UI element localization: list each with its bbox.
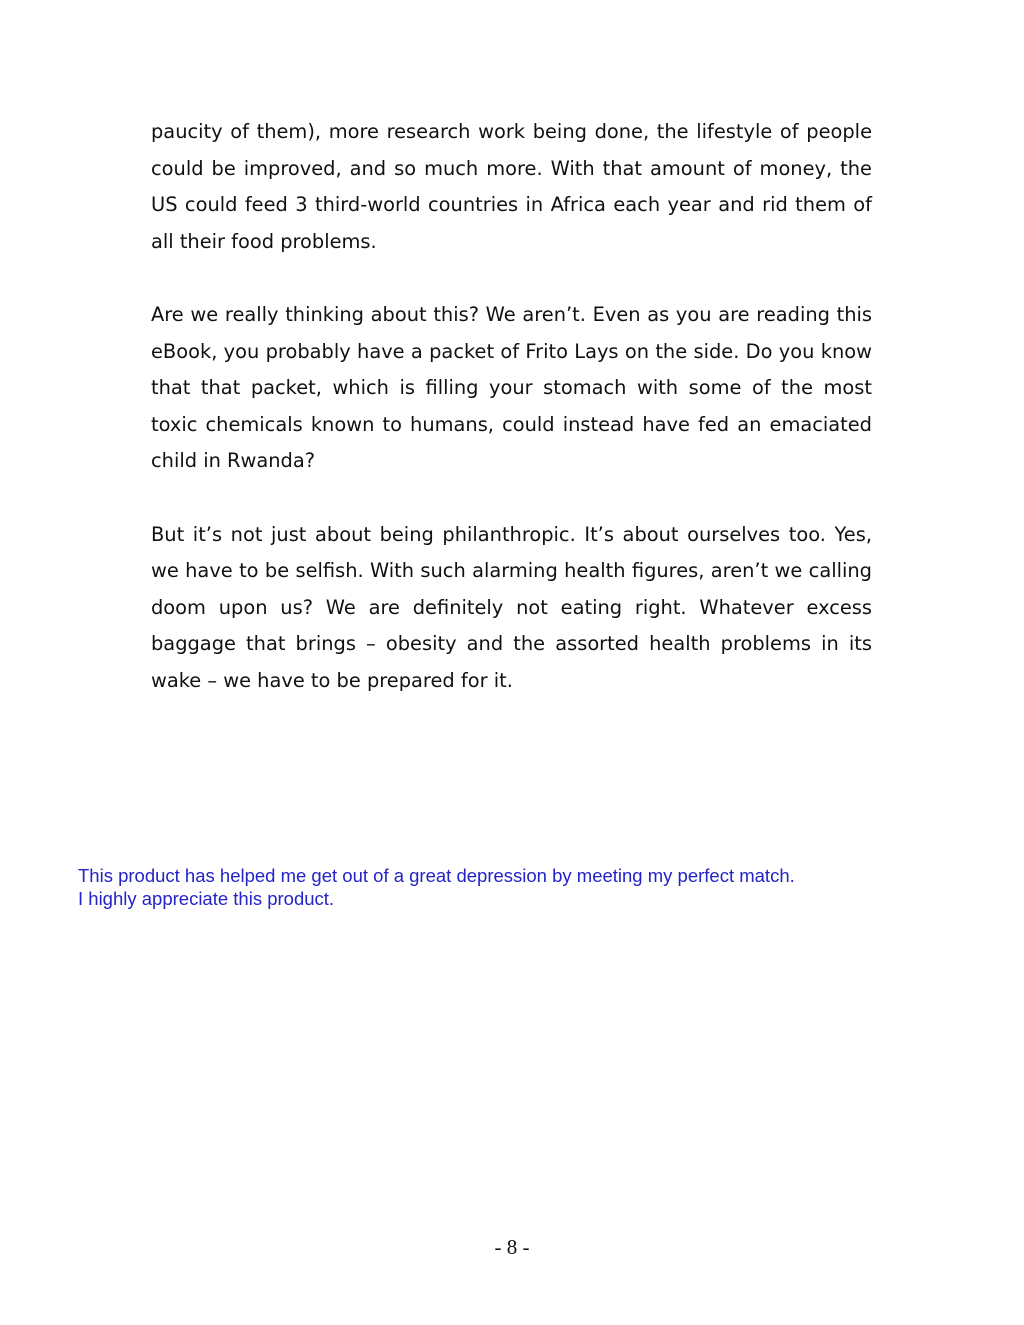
paragraph: paucity of them), more research work being done, the lifestyle of people could be improved, and so much more. With that amount of money, the US could feed 3 third-world countries in Africa each year and rid them of all their food problems. [151,120,872,253]
page-number: - 8 - [494,1235,530,1259]
testimonial-note [78,864,978,910]
paragraph: Are we really thinking about this? We aren’t. Even as you are reading this eBook, you probably have a packet of Frito Lays on the side. Do you know that that packet, which is filling your stomach with some of the most toxic chemicals known to humans, could instead have fed an emaciated child in Rwanda? [151,302,872,473]
paragraph: But it’s not just about being philanthropic. It’s about ourselves too. Yes, we have to be selfish. With such alarming health figures, aren’t we calling doom upon us? We are definitely not eating right. Whatever excess baggage that brings – obesity and the assorted health problems in its wake – we have to be prepared for it. [151,522,872,692]
testimonial-line: I highly appreciate this product. [78,888,335,909]
testimonial-line: This product has helped me get out of a great depression by meeting my perfect match. [78,865,795,886]
body-text [151,114,872,736]
